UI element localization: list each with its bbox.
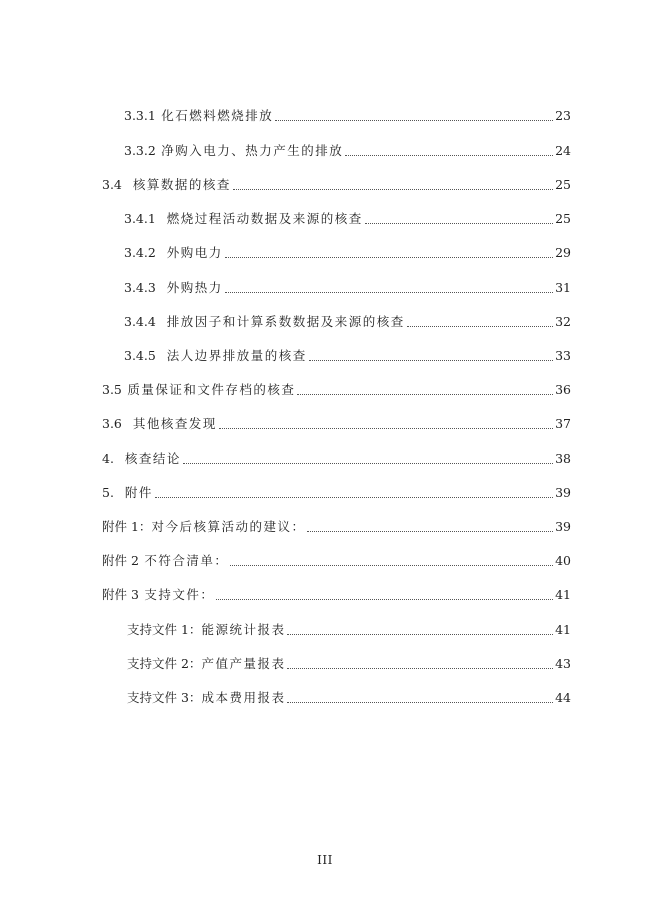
toc-title: 外购电力 [166,245,223,260]
toc-number: 3.4.5 [124,348,156,363]
toc-title: 净购入电力、热力产生的排放 [161,143,344,158]
toc-entry-3-4-4[interactable] [124,312,571,332]
toc-title: 排放因子和计算系数数据及来源的核查 [166,314,405,329]
toc-leader [216,599,553,600]
toc-entry-3-4-5[interactable] [124,346,571,366]
toc-leader [287,634,553,635]
toc-entry-appendix-2[interactable] [102,551,571,571]
toc-leader [225,292,553,293]
toc-page: 41 [555,622,571,637]
toc-title: 核查结论 [124,451,181,466]
toc-entry-5[interactable] [102,483,571,503]
toc-title: 对今后核算活动的建议： [151,519,306,534]
toc-title: 燃烧过程活动数据及来源的核查 [166,211,363,226]
toc-leader [275,120,553,121]
toc-page: 31 [555,280,571,295]
toc-number: 3.4 [102,177,122,192]
toc-title: 不符合清单： [144,553,229,568]
toc-entry-3-4-2[interactable] [124,243,571,263]
toc-page: 43 [555,656,571,671]
toc-leader [287,702,553,703]
toc-page: 37 [555,416,571,431]
toc-number: 5. [102,485,114,500]
toc-page: 32 [555,314,571,329]
toc-number: 附件 1： [102,519,152,534]
toc-entry-3-3-2[interactable] [124,141,571,161]
toc-entry-support-2[interactable] [127,654,571,674]
toc-entry-support-3[interactable] [127,688,571,708]
toc-page: 25 [555,177,571,192]
toc-page: 39 [555,485,571,500]
toc-page: 38 [555,451,571,466]
toc-number: 附件 2 [102,553,139,568]
toc-leader [297,394,553,395]
toc-entry-3-3-1[interactable] [124,106,571,126]
toc-title: 支持文件： [144,587,215,602]
toc-number: 附件 3 [102,587,139,602]
toc-leader [309,360,553,361]
toc-title: 核算数据的核查 [132,177,231,192]
toc-title: 法人边界排放量的核查 [166,348,307,363]
toc-number: 3.4.3 [124,280,156,295]
toc-page: 41 [555,587,571,602]
toc-number: 3.4.1 [124,211,156,226]
toc-entry-3-4[interactable] [102,175,571,195]
toc-leader [407,326,553,327]
toc-title: 化石燃料燃烧排放 [161,108,274,123]
toc-title: 附件 [124,485,153,500]
toc-page: 29 [555,245,571,260]
toc-page: 40 [555,553,571,568]
toc-leader [183,463,553,464]
toc-title: 其他核查发现 [132,416,217,431]
toc-leader [365,223,553,224]
toc-page: 24 [555,143,571,158]
toc-entry-3-6[interactable] [102,414,571,434]
toc-number: 3.5 [102,382,122,397]
toc-page: 33 [555,348,571,363]
toc-page: 25 [555,211,571,226]
toc-leader [307,531,553,532]
toc-entry-support-1[interactable] [127,620,571,640]
toc-number: 3.3.1 [124,108,156,123]
toc-number: 3.3.2 [124,143,156,158]
toc-leader [219,428,553,429]
toc-number: 3.6 [102,416,122,431]
toc-number: 支持文件 2： [127,656,202,671]
toc-number: 支持文件 3： [127,690,202,705]
toc-number: 4. [102,451,114,466]
toc-page: 39 [555,519,571,534]
toc-leader [155,497,553,498]
toc-leader [287,668,553,669]
toc-number: 支持文件 1： [127,622,202,637]
toc-title: 质量保证和文件存档的核查 [127,382,296,397]
toc-number: 3.4.4 [124,314,156,329]
toc-leader [345,155,553,156]
toc-number: 3.4.2 [124,245,156,260]
page-number-footer: III [317,853,333,867]
toc-title: 产值产量报表 [201,656,286,671]
toc-entry-appendix-1[interactable] [102,517,571,537]
toc-leader [233,189,553,190]
toc-leader [230,565,553,566]
toc-entry-3-4-3[interactable] [124,278,571,298]
toc-title: 外购热力 [166,280,223,295]
toc-entry-3-5[interactable] [102,380,571,400]
toc-entry-3-4-1[interactable] [124,209,571,229]
toc-title: 成本费用报表 [201,690,286,705]
toc-entry-appendix-3[interactable] [102,585,571,605]
toc-page: 36 [555,382,571,397]
toc-entry-4[interactable] [102,449,571,469]
toc-leader [225,257,553,258]
toc-title: 能源统计报表 [201,622,286,637]
toc-page: 44 [555,690,571,705]
toc-page: 23 [555,108,571,123]
